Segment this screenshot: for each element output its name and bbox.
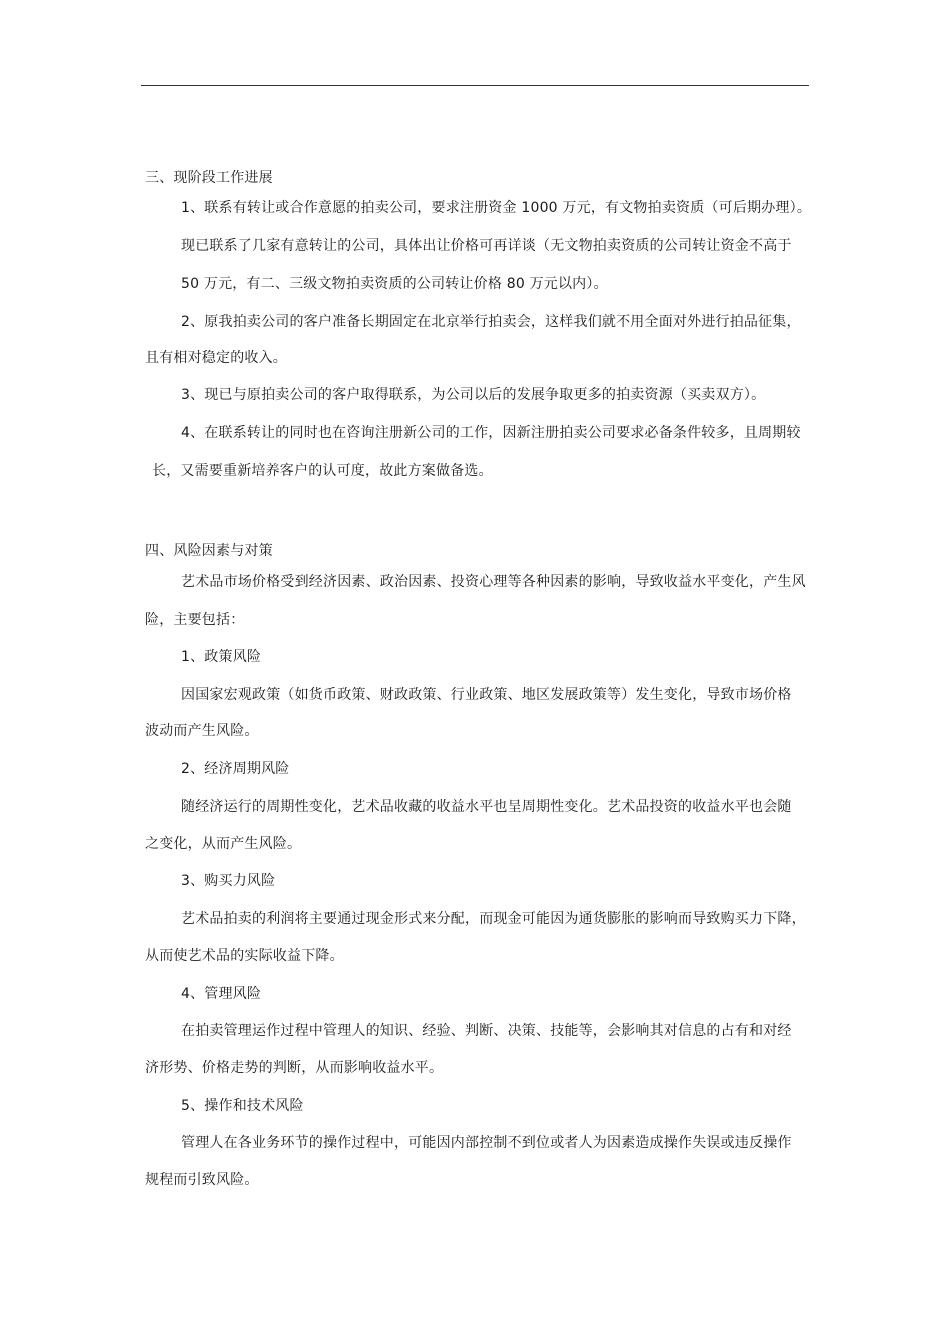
header-rule [141, 85, 809, 86]
paragraph-line: 从而使艺术品的实际收益下降。 [145, 948, 344, 964]
risk-title: 3、购买力风险 [181, 873, 276, 889]
paragraph-line: 艺术品拍卖的利润将主要通过现金形式来分配，而现金可能因为通货膨胀的影响而导致购买力下降， [181, 911, 806, 927]
risk-title: 5、操作和技术风险 [181, 1098, 304, 1114]
paragraph-line: 在拍卖管理运作过程中管理人的知识、经验、判断、决策、技能等，会影响其对信息的占有和对经 [181, 1023, 792, 1039]
risk-title: 1、政策风险 [181, 649, 262, 665]
paragraph-line: 管理人在各业务环节的操作过程中，可能因内部控制不到位或者人为因素造成操作失误或违反操作 [181, 1135, 792, 1151]
paragraph-line: 1、联系有转让或合作意愿的拍卖公司，要求注册资金 1000 万元，有文物拍卖资质（可后期办理）。 [181, 200, 812, 216]
paragraph-line: 因国家宏观政策（如货币政策、财政政策、行业政策、地区发展政策等）发生变化，导致市场价格 [181, 687, 792, 703]
paragraph-line: 艺术品市场价格受到经济因素、政治因素、投资心理等各种因素的影响，导致收益水平变化，产生风 [181, 574, 806, 590]
paragraph-line: 之变化，从而产生风险。 [145, 836, 302, 852]
paragraph-line: 现已联系了几家有意转让的公司，具体出让价格可再详谈（无文物拍卖资质的公司转让资金不高于 [181, 238, 792, 254]
paragraph-line: 4、在联系转让的同时也在咨询注册新公司的工作，因新注册拍卖公司要求必备条件较多，且周期较 [181, 425, 801, 441]
paragraph-line: 且有相对稳定的收入。 [145, 350, 287, 366]
risk-title: 4、管理风险 [181, 986, 262, 1002]
paragraph-line: 随经济运行的周期性变化，艺术品收藏的收益水平也呈周期性变化。艺术品投资的收益水平也会随 [181, 799, 792, 815]
paragraph-line: 2、原我拍卖公司的客户准备长期固定在北京举行拍卖会，这样我们就不用全面对外进行拍品征集， [181, 314, 801, 330]
paragraph-line: 长，又需要重新培养客户的认可度，故此方案做备选。 [152, 463, 493, 479]
paragraph-line: 险，主要包括： [145, 612, 245, 628]
paragraph-line: 规程而引致风险。 [145, 1172, 259, 1188]
paragraph-line: 济形势、价格走势的判断，从而影响收益水平。 [145, 1060, 444, 1076]
risk-title: 2、经济周期风险 [181, 761, 290, 777]
paragraph-line: 50 万元，有二、三级文物拍卖资质的公司转让价格 80 万元以内）。 [181, 276, 608, 292]
section-heading: 三、现阶段工作进展 [145, 170, 273, 186]
section-heading: 四、风险因素与对策 [145, 543, 273, 559]
paragraph-line: 波动而产生风险。 [145, 723, 259, 739]
paragraph-line: 3、现已与原拍卖公司的客户取得联系，为公司以后的发展争取更多的拍卖资源（买卖双方）。 [181, 387, 766, 403]
